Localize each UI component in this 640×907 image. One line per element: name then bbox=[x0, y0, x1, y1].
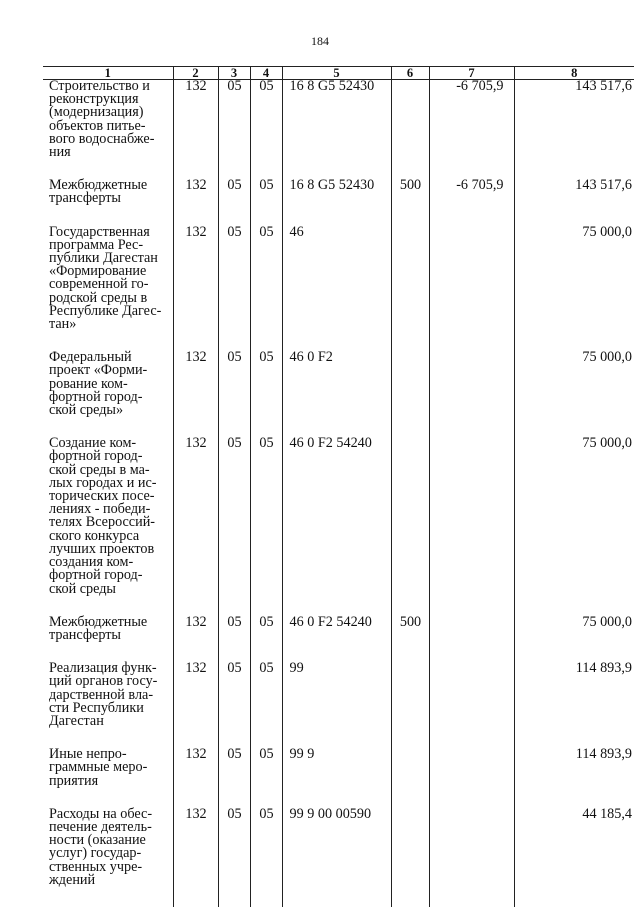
row-col-2: 132 bbox=[173, 662, 218, 728]
row-spacer bbox=[43, 642, 634, 662]
row-col-2: 132 bbox=[173, 351, 218, 417]
row-col-5: 16 8 G5 52430 bbox=[282, 80, 391, 160]
row-spacer bbox=[43, 887, 634, 907]
row-col-8: 75 000,0 bbox=[514, 437, 634, 595]
row-col-5: 46 0 F2 54240 bbox=[282, 437, 391, 595]
row-col-8: 75 000,0 bbox=[514, 351, 634, 417]
row-col-2: 132 bbox=[173, 226, 218, 332]
row-col-8: 75 000,0 bbox=[514, 616, 634, 642]
row-col-5: 46 bbox=[282, 226, 391, 332]
row-col-2: 132 bbox=[173, 808, 218, 887]
row-spacer bbox=[43, 596, 634, 616]
row-col-2: 132 bbox=[173, 437, 218, 595]
row-col-3: 05 bbox=[218, 616, 250, 642]
table-row bbox=[43, 80, 634, 160]
row-col-8: 143 517,6 bbox=[514, 179, 634, 205]
row-col-6 bbox=[391, 351, 429, 417]
row-spacer bbox=[43, 331, 634, 351]
row-col-8: 75 000,0 bbox=[514, 226, 634, 332]
row-col-3: 05 bbox=[218, 662, 250, 728]
row-col-7 bbox=[429, 662, 514, 728]
row-col-3: 05 bbox=[218, 748, 250, 788]
row-spacer bbox=[43, 417, 634, 437]
row-spacer bbox=[43, 728, 634, 748]
row-col-4: 05 bbox=[250, 748, 282, 788]
table-row bbox=[43, 808, 634, 887]
budget-table-container bbox=[43, 66, 634, 888]
row-col-4: 05 bbox=[250, 351, 282, 417]
row-name: Федеральный проект «Форми- рование ком- фортной город- ской среды» bbox=[43, 351, 173, 417]
row-col-7 bbox=[429, 808, 514, 887]
row-col-4: 05 bbox=[250, 437, 282, 595]
row-col-4: 05 bbox=[250, 179, 282, 205]
row-name: Государственная программа Рес- публики Дагестан «Формирование современной го- родской среды в Республике Дагес- тан» bbox=[43, 226, 173, 332]
row-col-7 bbox=[429, 437, 514, 595]
header-col-5: 5 bbox=[282, 67, 391, 80]
row-col-5: 16 8 G5 52430 bbox=[282, 179, 391, 205]
row-col-5: 99 9 bbox=[282, 748, 391, 788]
row-col-7 bbox=[429, 226, 514, 332]
row-col-2: 132 bbox=[173, 748, 218, 788]
row-col-5: 46 0 F2 54240 bbox=[282, 616, 391, 642]
table-row bbox=[43, 748, 634, 788]
row-col-6 bbox=[391, 437, 429, 595]
row-spacer bbox=[43, 206, 634, 226]
table-row bbox=[43, 226, 634, 332]
header-col-3: 3 bbox=[218, 67, 250, 80]
row-col-6 bbox=[391, 226, 429, 332]
row-name: Иные непро- граммные меро- приятия bbox=[43, 748, 173, 788]
row-col-3: 05 bbox=[218, 351, 250, 417]
row-col-2: 132 bbox=[173, 80, 218, 160]
budget-table bbox=[43, 66, 634, 907]
row-col-6 bbox=[391, 808, 429, 887]
row-col-3: 05 bbox=[218, 179, 250, 205]
row-col-6: 500 bbox=[391, 616, 429, 642]
row-col-8: 44 185,4 bbox=[514, 808, 634, 887]
row-col-6 bbox=[391, 80, 429, 160]
row-spacer bbox=[43, 788, 634, 808]
table-row bbox=[43, 351, 634, 417]
row-col-3: 05 bbox=[218, 80, 250, 160]
row-col-4: 05 bbox=[250, 662, 282, 728]
table-row bbox=[43, 616, 634, 642]
row-col-3: 05 bbox=[218, 808, 250, 887]
row-col-7: -6 705,9 bbox=[429, 80, 514, 160]
header-col-4: 4 bbox=[250, 67, 282, 80]
table-row bbox=[43, 437, 634, 595]
row-col-7 bbox=[429, 616, 514, 642]
row-col-8: 114 893,9 bbox=[514, 662, 634, 728]
table-row bbox=[43, 179, 634, 205]
row-col-5: 46 0 F2 bbox=[282, 351, 391, 417]
row-col-4: 05 bbox=[250, 80, 282, 160]
row-col-5: 99 bbox=[282, 662, 391, 728]
row-name: Создание ком- фортной город- ской среды в ма- лых городах и ис- торических посе- лениях - победи- телях Всероссий- ского конкурса лучших проектов создания ком- фортной город- ской среды bbox=[43, 437, 173, 595]
row-name: Расходы на обес- печение деятель- ности (оказание услуг) государ- ственных учре- ждений bbox=[43, 808, 173, 887]
row-name: Реализация функ- ций органов госу- дарственной вла- сти Республики Дагестан bbox=[43, 662, 173, 728]
row-name: Межбюджетные трансферты bbox=[43, 616, 173, 642]
header-col-1: 1 bbox=[43, 67, 173, 80]
row-col-3: 05 bbox=[218, 226, 250, 332]
row-col-2: 132 bbox=[173, 179, 218, 205]
row-col-6: 500 bbox=[391, 179, 429, 205]
row-col-7 bbox=[429, 351, 514, 417]
row-name: Строительство и реконструкция (модернизация) объектов питье- вого водоснабже- ния bbox=[43, 80, 173, 160]
row-col-5: 99 9 00 00590 bbox=[282, 808, 391, 887]
row-col-6 bbox=[391, 748, 429, 788]
row-col-2: 132 bbox=[173, 616, 218, 642]
row-col-7: -6 705,9 bbox=[429, 179, 514, 205]
row-name: Межбюджетные трансферты bbox=[43, 179, 173, 205]
row-col-3: 05 bbox=[218, 437, 250, 595]
row-col-8: 143 517,6 bbox=[514, 80, 634, 160]
row-col-4: 05 bbox=[250, 808, 282, 887]
page-number: 184 bbox=[311, 34, 329, 48]
row-col-7 bbox=[429, 748, 514, 788]
row-col-6 bbox=[391, 662, 429, 728]
header-col-7: 7 bbox=[429, 67, 514, 80]
row-col-8: 114 893,9 bbox=[514, 748, 634, 788]
header-col-8: 8 bbox=[514, 67, 634, 80]
header-col-2: 2 bbox=[173, 67, 218, 80]
row-spacer bbox=[43, 159, 634, 179]
table-row bbox=[43, 662, 634, 728]
row-col-4: 05 bbox=[250, 616, 282, 642]
header-col-6: 6 bbox=[391, 67, 429, 80]
row-col-4: 05 bbox=[250, 226, 282, 332]
